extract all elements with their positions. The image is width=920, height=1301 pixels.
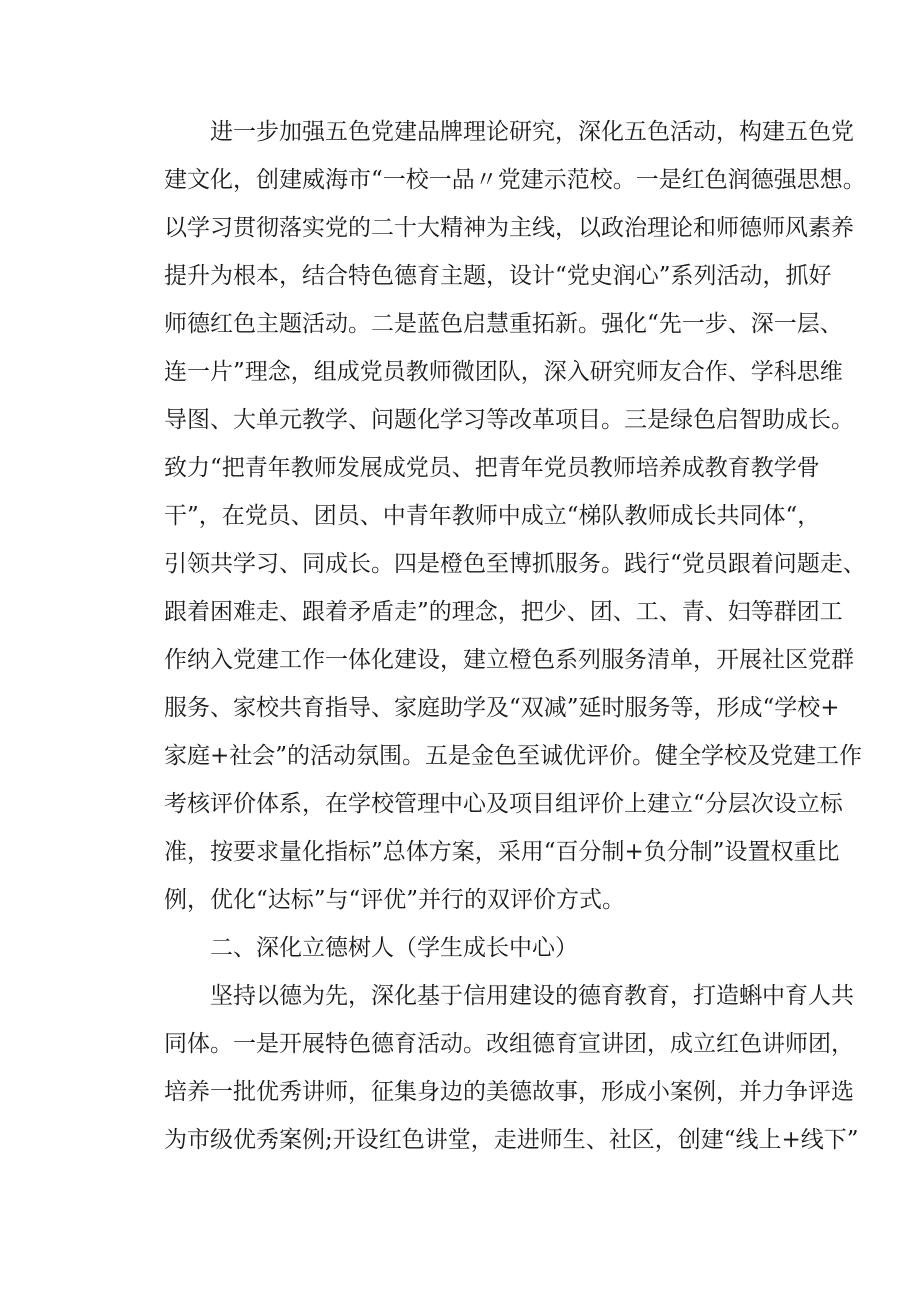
- paragraph-line: 以学习贯彻落实党的二十大精神为主线，以政治理论和师德师风素养: [164, 215, 854, 241]
- paragraph-line: 例，优化“达标”与“评优”并行的双评价方式。: [164, 887, 626, 913]
- paragraph-line: 考核评价体系，在学校管理中心及项目组评价上建立“分层次设立标: [164, 791, 843, 817]
- paragraph-line: 连一片”理念，组成党员教师微团队，深入研究师友合作、学科思维: [164, 359, 843, 385]
- paragraph-line: 导图、大单元教学、问题化学习等改革项目。三是绿色启智助成长。: [164, 407, 854, 433]
- paragraph-line: 准，按要求量化指标”总体方案，采用“百分制+负分制”设置权重比: [164, 839, 840, 865]
- paragraph-line: 进一步加强五色党建品牌理论研究，深化五色活动，构建五色党: [210, 119, 854, 145]
- paragraph-line: 建文化，创建威海市“一校一品〃党建示范校。一是红色润德强思想。: [164, 167, 866, 193]
- paragraph-line: 作纳入党建工作一体化建设，建立橙色系列服务清单，开展社区党群: [164, 647, 854, 673]
- paragraph-line: 跟着困难走、跟着矛盾走”的理念，把少、团、工、青、妇等群团工: [164, 599, 843, 625]
- paragraph-line: 致力“把青年教师发展成党员、把青年党员教师培养成教育教学骨: [164, 455, 820, 481]
- paragraph-line: 提升为根本，结合特色德育主题，设计“党史润心”系列活动，抓好: [164, 263, 832, 289]
- paragraph-line: 引领共学习、同成长。四是橙色至博抓服务。践行“党员跟着问题走、: [164, 551, 866, 577]
- paragraph-line: 为市级优秀案例;开设红色讲堂，走进师生、社区，创建“线上+线下”: [164, 1127, 859, 1153]
- section-heading: 二、深化立德树人（学生成长中心）: [210, 935, 578, 961]
- paragraph-line: 家庭+社会”的活动氛围。五是金色至诚优评价。健全学校及党建工作: [164, 743, 863, 769]
- paragraph-line: 服务、家校共育指导、家庭助学及“双减”延时服务等，形成“学校+: [164, 695, 840, 721]
- paragraph-line: 师德红色主题活动。二是蓝色启慧重拓新。强化“先一步、深一层、: [164, 311, 843, 337]
- paragraph-line: 坚持以德为先，深化基于信用建设的德育教育，打造蝌中育人共: [210, 983, 854, 1009]
- paragraph-line: 干”，在党员、团员、中青年教师中成立“梯队教师成长共同体“，: [164, 503, 821, 529]
- paragraph-line: 同体。一是开展特色德育活动。改组德育宣讲团，成立红色讲师团，: [164, 1031, 854, 1057]
- paragraph-line: 培养一批优秀讲师，征集身边的美德故事，形成小案例，并力争评选: [164, 1079, 854, 1105]
